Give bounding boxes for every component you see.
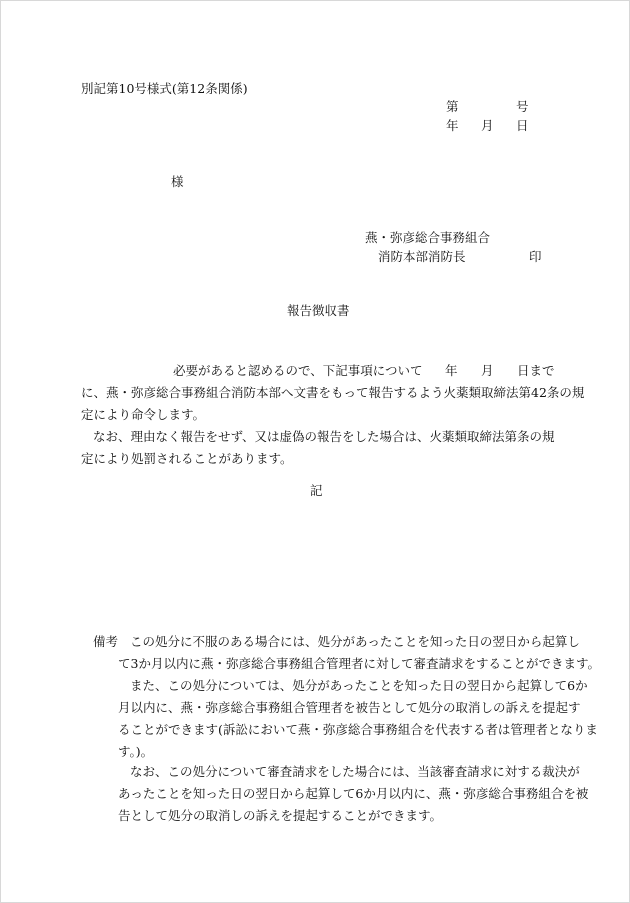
- document-title: 報告徴収書: [287, 303, 350, 318]
- body-p2-line2: 定により処罰されることがあります。: [81, 451, 293, 466]
- date-day-label: 日: [516, 118, 529, 133]
- note2-line4: す。)。: [118, 744, 154, 759]
- body-p1-line3: 定により命令します。: [81, 407, 206, 422]
- issuer-title: 消防本部消防長: [378, 249, 466, 264]
- form-title: 別記第10号様式(第12条関係): [81, 81, 248, 96]
- notes-label: 備考: [93, 634, 119, 649]
- body-p1-line1: 必要があると認めるので、下記事項について: [173, 363, 423, 378]
- addressee-honorific: 様: [171, 174, 184, 189]
- note2-line2: 月以内に、燕・弥彦総合事務組合管理者を被告として処分の取消しの訴えを提起す: [118, 700, 581, 715]
- note2-line1: また、この処分については、処分があったことを知った日の翌日から起算して6か: [130, 678, 588, 693]
- note3-line3: 告として処分の取消しの訴えを提起することができます。: [118, 808, 443, 823]
- issuer-seal-mark: 印: [529, 249, 542, 264]
- body-p1-year-label: 年: [445, 363, 458, 378]
- date-month-label: 月: [481, 118, 494, 133]
- note3-line2: あったことを知った日の翌日から起算して6か月以内に、燕・弥彦総合事務組合を被: [118, 786, 589, 801]
- body-p2-line1-end: 条の規: [517, 429, 555, 444]
- date-year-label: 年: [446, 118, 459, 133]
- body-p1-month-label: 月: [481, 363, 494, 378]
- number-prefix: 第: [446, 99, 459, 114]
- note1-line2: て3か月以内に燕・弥彦総合事務組合管理者に対して審査請求をすることができます。: [118, 656, 600, 671]
- issuer-organization: 燕・弥彦総合事務組合: [365, 230, 491, 245]
- body-p1-line2: に、燕・弥彦総合事務組合消防本部へ文書をもって報告するよう火薬類取締法第42条の規: [81, 385, 585, 400]
- number-suffix: 号: [516, 99, 529, 114]
- body-p1-until-label: 日まで: [517, 363, 555, 378]
- note2-line3: ることができます(訴訟において燕・弥彦総合事務組合を代表する者は管理者となりま: [118, 722, 598, 737]
- note3-line1: なお、この処分について審査請求をした場合には、当該審査請求に対する裁決が: [130, 764, 580, 779]
- body-p2-line1: なお、理由なく報告をせず、又は虚偽の報告をした場合は、火薬類取締法第: [93, 429, 518, 444]
- note1-line1: この処分に不服のある場合には、処分があったことを知った日の翌日から起算し: [130, 634, 580, 649]
- ki-heading: 記: [310, 483, 323, 498]
